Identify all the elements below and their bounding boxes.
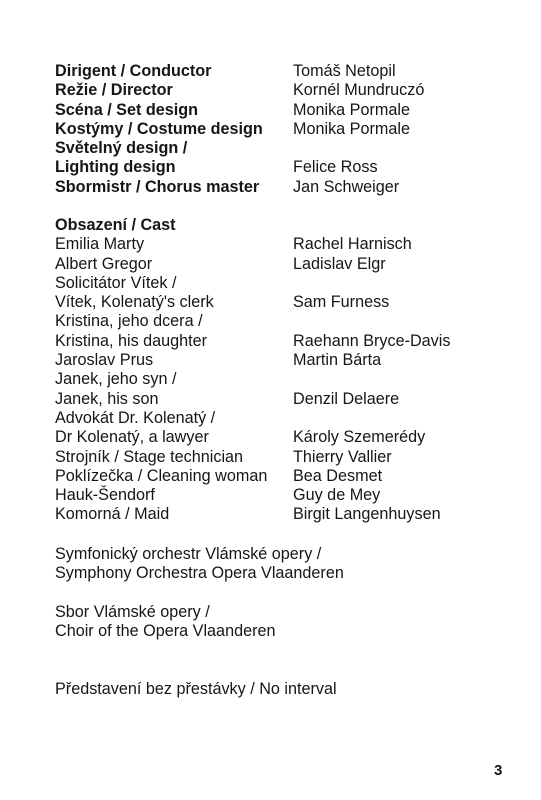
cast-row bbox=[55, 332, 515, 351]
credit-row bbox=[55, 81, 515, 100]
cast-row bbox=[55, 255, 515, 274]
credit-row bbox=[55, 62, 515, 81]
credit-name: Tomáš Netopil bbox=[293, 62, 396, 80]
cast-name bbox=[293, 370, 515, 389]
cast-name bbox=[293, 274, 515, 293]
cast-role: Jaroslav Prus bbox=[55, 351, 154, 370]
cast-name: Bea Desmet bbox=[293, 466, 383, 485]
credit-name: Felice Ross bbox=[293, 158, 378, 177]
cast-row bbox=[55, 274, 515, 293]
cast-name: Raehann Bryce-Davis bbox=[293, 331, 451, 350]
cast-row bbox=[55, 467, 515, 486]
credit-row bbox=[55, 120, 515, 139]
credit-role: Sbormistr / Chorus master bbox=[55, 177, 260, 196]
credit-row bbox=[55, 101, 515, 120]
cast-row bbox=[55, 505, 515, 524]
cast-role: Vítek, Kolenatý's clerk bbox=[55, 293, 214, 312]
credit-role: Světelný design / bbox=[55, 139, 188, 158]
cast-role: Strojník / Stage technician bbox=[55, 447, 244, 466]
cast-row bbox=[55, 293, 515, 312]
cast-name: Birgit Langenhuysen bbox=[293, 505, 441, 524]
cast-name bbox=[293, 312, 515, 331]
choir-credit bbox=[55, 603, 515, 642]
cast-role: Hauk-Šendorf bbox=[55, 486, 155, 505]
orchestra-line: Symphony Orchestra Opera Vlaanderen bbox=[55, 564, 344, 583]
cast-name: Thierry Vallier bbox=[293, 447, 392, 466]
cast-heading: Obsazení / Cast bbox=[55, 216, 176, 234]
credit-row bbox=[55, 178, 515, 197]
credit-role: Scéna / Set design bbox=[55, 100, 199, 119]
credit-role: Dirigent / Conductor bbox=[55, 62, 212, 80]
credit-name: Kornél Mundruczó bbox=[293, 81, 425, 100]
choir-line: Sbor Vlámské opery / bbox=[55, 603, 210, 621]
cast-row bbox=[55, 390, 515, 409]
credit-name: Monika Pormale bbox=[293, 100, 410, 119]
cast-name bbox=[293, 409, 515, 428]
cast-row bbox=[55, 235, 515, 254]
cast-role: Komorná / Maid bbox=[55, 505, 170, 524]
cast-role: Albert Gregor bbox=[55, 254, 153, 273]
cast-role: Kristina, jeho dcera / bbox=[55, 312, 203, 331]
cast-name: Martin Bárta bbox=[293, 351, 382, 370]
credit-row bbox=[55, 139, 515, 158]
page-number: 3 bbox=[494, 762, 503, 779]
production-credits bbox=[55, 62, 515, 197]
cast-name: Sam Furness bbox=[293, 293, 390, 312]
credit-name bbox=[293, 139, 515, 158]
cast-role: Dr Kolenatý, a lawyer bbox=[55, 428, 209, 447]
credit-role: Režie / Director bbox=[55, 81, 173, 100]
credit-row bbox=[55, 158, 515, 177]
cast-row bbox=[55, 370, 515, 389]
cast-role: Poklízečka / Cleaning woman bbox=[55, 466, 268, 485]
cast-list bbox=[55, 216, 515, 525]
credit-role: Lighting design bbox=[55, 158, 176, 177]
interval-text: Představení bez přestávky / No interval bbox=[55, 680, 337, 698]
cast-name: Ladislav Elgr bbox=[293, 254, 386, 273]
credit-name: Monika Pormale bbox=[293, 119, 410, 138]
choir-line: Choir of the Opera Vlaanderen bbox=[55, 622, 276, 641]
cast-row bbox=[55, 351, 515, 370]
cast-row bbox=[55, 448, 515, 467]
cast-role: Kristina, his daughter bbox=[55, 331, 208, 350]
credit-role: Kostýmy / Costume design bbox=[55, 119, 263, 138]
cast-name: Rachel Harnisch bbox=[293, 235, 412, 254]
cast-row bbox=[55, 409, 515, 428]
cast-role: Solicitátor Vítek / bbox=[55, 273, 177, 292]
orchestra-credit bbox=[55, 545, 515, 584]
cast-name: Károly Szemerédy bbox=[293, 428, 426, 447]
interval-note bbox=[55, 680, 515, 699]
credit-name: Jan Schweiger bbox=[293, 177, 400, 196]
cast-row bbox=[55, 486, 515, 505]
cast-name: Denzil Delaere bbox=[293, 389, 400, 408]
cast-role: Advokát Dr. Kolenatý / bbox=[55, 408, 216, 427]
cast-row bbox=[55, 428, 515, 447]
cast-role: Janek, jeho syn / bbox=[55, 370, 177, 389]
cast-role: Emilia Marty bbox=[55, 235, 145, 254]
cast-role: Janek, his son bbox=[55, 389, 159, 408]
cast-row bbox=[55, 312, 515, 331]
cast-name: Guy de Mey bbox=[293, 486, 381, 505]
orchestra-line: Symfonický orchestr Vlámské opery / bbox=[55, 545, 322, 563]
